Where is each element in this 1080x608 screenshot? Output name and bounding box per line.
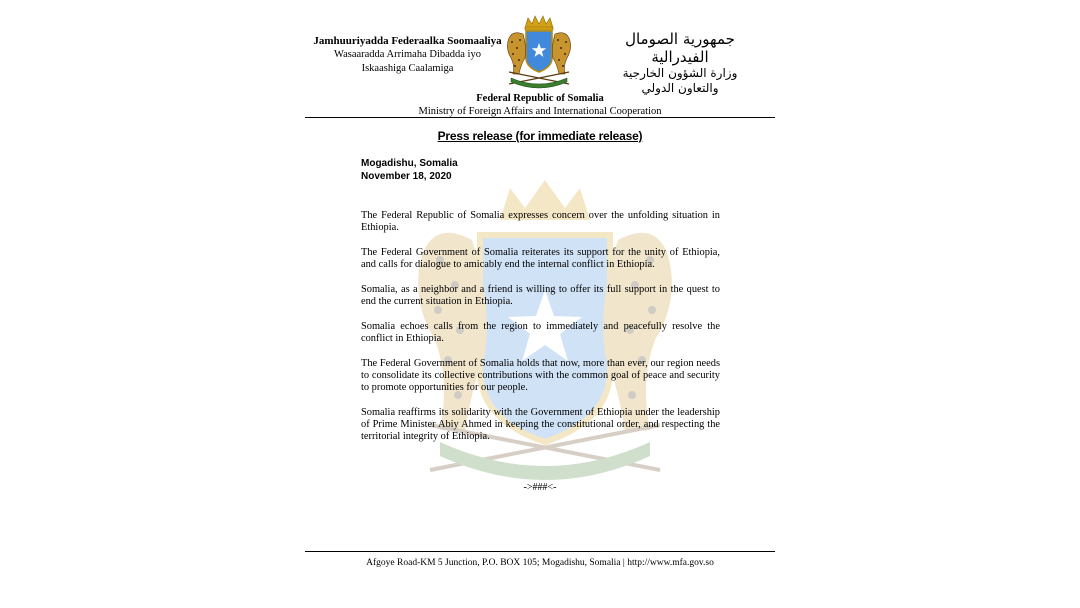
english-ministry-name: Ministry of Foreign Affairs and International Cooperation (418, 105, 662, 117)
somali-header (300, 34, 515, 76)
footer-divider (305, 551, 775, 552)
body-paragraph: Somalia echoes calls from the region to immediately and peacefully resolve the conflict in Ethiopia. (361, 320, 720, 344)
arabic-republic-name: جمهورية الصومال الفيدرالية (625, 30, 735, 66)
arabic-ministry-line2: والتعاون الدولي (641, 81, 719, 95)
arabic-header (600, 30, 760, 96)
body-paragraph: The Federal Government of Somalia reiterates its support for the unity of Ethiopia, and calls for dialogue to amicably end the internal conflict in Ethiopia. (361, 246, 720, 271)
press-release-title: Press release (for immediate release) (437, 129, 643, 143)
body-paragraph: Somalia, as a neighbor and a friend is willing to offer its full support in the quest to end the current situation in Ethiopia. (361, 283, 720, 308)
body-paragraph: The Federal Government of Somalia holds that now, more than ever, our region needs to consolidate its collective contributions with the common goal of peace and security to promote opportunities for our people. (361, 357, 720, 394)
somalia-coat-of-arms-icon (495, 14, 583, 90)
somali-republic-name: Jamhuuriyadda Federaalka Soomaaliya (313, 35, 502, 47)
somali-ministry-line1: Wasaaradda Arrimaha Dibadda iyo (334, 49, 481, 60)
header-divider (305, 117, 775, 118)
arabic-ministry-line1: وزارة الشؤون الخارجية (622, 66, 738, 80)
dateline-date: November 18, 2020 (361, 171, 452, 182)
english-republic-name: Federal Republic of Somalia (476, 93, 604, 104)
body-paragraph: Somalia reaffirms its solidarity with the Government of Ethiopia under the leadership of Prime Minister Abiy Ahmed in keeping the constitutional order, and respecting the territorial integrity of Ethiopia. (361, 406, 720, 443)
dateline-place: Mogadishu, Somalia (361, 158, 458, 169)
english-header (380, 93, 700, 118)
end-mark: ->###<- (523, 482, 557, 493)
somali-ministry-line2: Iskaashiga Caalamiga (361, 63, 454, 74)
press-release-body (361, 210, 720, 456)
body-paragraph: The Federal Republic of Somalia expresses concern over the unfolding situation in Ethiopia. (361, 210, 720, 234)
footer-address: Afgoye Road-KM 5 Junction, P.O. BOX 105; Mogadishu, Somalia | http://www.mfa.gov.so (366, 558, 714, 568)
